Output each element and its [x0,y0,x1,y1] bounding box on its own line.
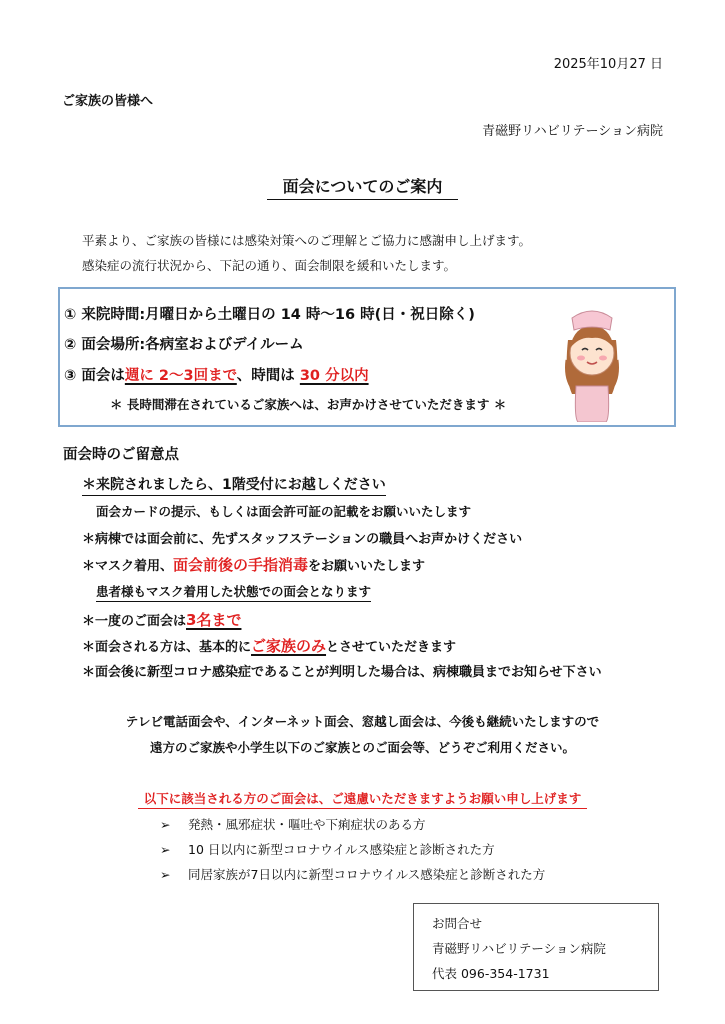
intro-line-1: 平素より、ご家族の皆様には感染対策へのご理解とご協力に感謝申し上げます。 [82,233,532,248]
arrow-bullet-icon: ➢ [160,842,171,857]
restriction-item: ➢ 同居家族が7日以内に新型コロナウイルス感染症と診断された方 [160,867,546,882]
note-item-mask: ＊マスク着用、面会前後の手指消毒をお願いいたします [82,556,426,574]
document-date: 2025年10月27 日 [553,57,663,72]
visit-frequency-line: ③ 面会は週に 2～3回まで、時間は 30 分以内 [64,368,369,384]
arrow-bullet-icon: ➢ [160,817,171,832]
intro-line-2: 感染症の流行状況から、下記の通り、面会制限を緩和いたします。 [82,258,457,273]
page-title: 面会についてのご案内 [0,174,725,197]
note-item-family-only: ＊面会される方は、基本的にご家族のみとさせていただきます [82,637,457,655]
note-item-reception: ＊来院されましたら、1階受付にお越しください [82,474,386,494]
note-item-reception-sub: 面会カードの提示、もしくは面会許可証の記載をお願いいたします [96,504,472,519]
restriction-item: ➢ 発熱・風邪症状・嘔吐や下痢症状のある方 [160,817,426,832]
other-visit-line-2: 遠方のご家族や小学生以下のご家族とのご面会等、どうぞご利用ください。 [149,740,575,755]
contact-hospital-name: 青磁野リハビリテーション病院 [432,941,606,956]
notes-section-title: 面会時のご留意点 [63,447,179,463]
other-visit-line-1: テレビ電話面会や、インターネット面会、窓越し面会は、今後も継続いたしますので [125,714,600,729]
visit-time-line: ① 来院時間:月曜日から土曜日の 14 時～16 時(日・祝日除く) [64,307,475,323]
visit-place-line: ② 面会場所:各病室およびデイルーム [64,337,304,353]
sender-hospital: 青磁野リハビリテーション病院 [482,124,663,139]
contact-box [413,903,659,991]
contact-phone: 代表 096-354-1731 [432,966,550,981]
note-item-covid-report: ＊面会後に新型コロナ感染症であることが判明した場合は、病棟職員までお知らせ下さい [82,665,602,680]
restriction-item: ➢ 10 日以内に新型コロナウイルス感染症と診断された方 [160,842,495,857]
addressee: ご家族の皆様へ [62,94,154,109]
arrow-bullet-icon: ➢ [160,867,171,882]
note-item-staff-station: ＊病棟では面会前に、先ずスタッフステーションの職員へお声かけください [82,532,523,547]
restriction-notice-title: 以下に該当される方のご面会は、ご遠慮いただきますようお願い申し上げます [0,788,725,807]
note-item-visitor-limit: ＊一度のご面会は3名まで [82,611,242,629]
note-item-mask-sub: 患者様もマスク着用した状態での面会となります [96,582,371,600]
nurse-illustration [554,298,628,422]
long-stay-note: ＊ 長時間滞在されているご家族へは、お声かけさせていただきます ＊ [110,397,507,412]
contact-heading: お問合せ [432,916,483,931]
